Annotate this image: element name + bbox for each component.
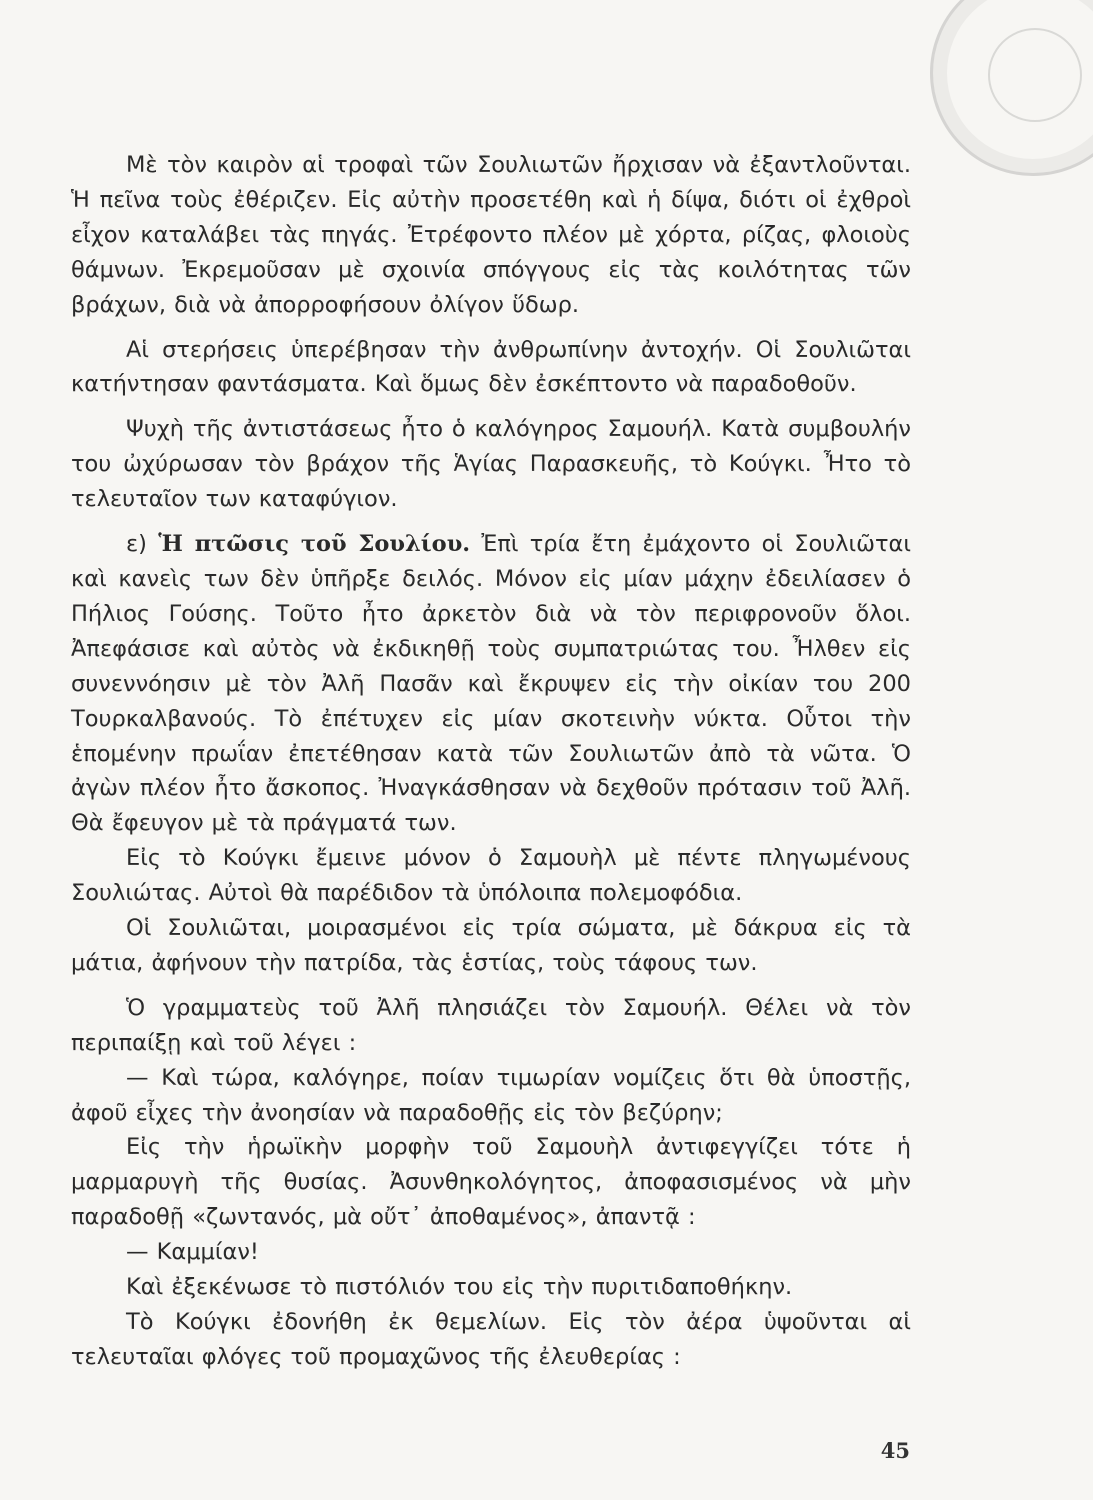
section-text: Ἐπὶ τρία ἔτη ἐμάχοντο οἱ Σουλιῶται καὶ κανεὶς των δὲν ὑπῆρξε δειλός. Μόνον εἰς μίαν μάχην ἐδειλίασεν ὁ Πήλιος Γούσης. Τοῦτο ἦτο ἀρκετὸν διὰ νὰ τὸν περιφρονοῦν ὅλοι. Ἀπεφάσισε καὶ αὐτὸς νὰ ἐκδικηθῇ τοὺς συμπατριώτας του. Ἦλθεν εἰς συνεννόησιν μὲ τὸν Ἀλῆ Πασᾶν καὶ ἔκρυψεν εἰς τὴν οἰκίαν του 200 Τουρκαλβανούς. Τὸ ἐπέτυχεν εἰς μίαν σκοτεινὴν νύκτα. Οὗτοι τὴν ἑπομένην πρωΐαν ἐπετέθησαν κατὰ τῶν Σουλιωτῶν ἀπὸ τὰ νῶτα. Ὁ ἀγὼν πλέον ἦτο ἄσκοπος. Ἠναγκάσθησαν νὰ δεχθοῦν πρότασιν τοῦ Ἀλῆ. Θὰ ἔφευγον μὲ τὰ πράγματά των. [71, 531, 911, 837]
paragraph: Καὶ ἐξεκένωσε τὸ πιστόλιόν του εἰς τὴν πυριτιδαποθήκην. [126, 1274, 793, 1301]
paragraph: Τὸ Κούγκι ἐδονήθη ἐκ θεμελίων. Εἰς τὸν ἀέρα ὑψοῦνται αἱ τελευταῖαι φλόγες τοῦ προμαχῶνος τῆς ἐλευθερίας : [71, 1309, 911, 1370]
dialogue-line: — Καὶ τώρα, καλόγηρε, ποίαν τιμωρίαν νομίζεις ὅτι θὰ ὑποστῇς, ἀφοῦ εἶχες τὴν ἀνοησίαν νὰ παραδοθῇς εἰς τὸν βεζύρην; [71, 1064, 911, 1126]
section-prefix: ε) [126, 531, 147, 558]
body-text [71, 148, 911, 1375]
paragraph: Εἰς τὸ Κούγκι ἔμεινε μόνον ὁ Σαμουὴλ μὲ πέντε πληγωμένους Σουλιώτας. Αὐτοὶ θὰ παρέδιδον τὰ ὑπόλοιπα πολεμοφόδια. [71, 845, 911, 907]
paragraph: Αἱ στερήσεις ὑπερέβησαν τὴν ἀνθρωπίνην ἀντοχήν. Οἱ Σουλιῶται κατήντησαν φαντάσματα. Καὶ ὅμως δὲν ἐσκέπτοντο νὰ παραδοθοῦν. [71, 336, 911, 398]
library-stamp [930, 0, 1093, 176]
paragraph: Εἰς τὴν ἡρωϊκὴν μορφὴν τοῦ Σαμουὴλ ἀντιφεγγίζει τότε ἡ μαρμαρυγὴ τῆς θυσίας. Ἀσυνθηκολόγητος, ἀποφασισμένος νὰ μὴν παραδοθῇ «ζωντανός, μὰ οὔτ᾽ ἀποθαμένος», ἀπαντᾷ : [71, 1134, 911, 1231]
paragraph: Ψυχὴ τῆς ἀντιστάσεως ἦτο ὁ καλόγηρος Σαμουήλ. Κατὰ συμβουλήν του ὠχύρωσαν τὸν βράχον τῆς Ἁγίας Παρασκευῆς, τὸ Κούγκι. Ἦτο τὸ τελευταῖον των καταφύγιον. [71, 416, 911, 513]
paragraph: Οἱ Σουλιῶται, μοιρασμένοι εἰς τρία σώματα, μὲ δάκρυα εἰς τὰ μάτια, ἀφήνουν τὴν πατρίδα, τὰς ἑστίας, τοὺς τάφους των. [71, 915, 911, 976]
paragraph: Μὲ τὸν καιρὸν αἱ τροφαὶ τῶν Σουλιωτῶν ἤρχισαν νὰ ἐξαντλοῦνται. Ἡ πεῖνα τοὺς ἐθέριζεν. Εἰς αὐτὴν προσετέθη καὶ ἡ δίψα, διότι οἱ ἐχθροὶ εἶχον καταλάβει τὰς πηγάς. Ἐτρέφοντο πλέον μὲ χόρτα, ρίζας, φλοιοὺς θάμνων. Ἐκρεμοῦσαν μὲ σχοινία σπόγγους εἰς τὰς κοιλότητας τῶν βράχων, διὰ νὰ ἀπορροφήσουν ὀλίγον ὕδωρ. [71, 152, 911, 318]
dialogue-line: — Καμμίαν! [126, 1239, 259, 1266]
section-paragraph [71, 527, 911, 841]
section-heading: Ἡ πτῶσις τοῦ Σουλίου. [158, 531, 471, 558]
page-number: 45 [880, 1438, 910, 1463]
paragraph: Ὁ γραμματεὺς τοῦ Ἀλῆ πλησιάζει τὸν Σαμουήλ. Θέλει νὰ τὸν περιπαίξῃ καὶ τοῦ λέγει : [71, 994, 911, 1056]
